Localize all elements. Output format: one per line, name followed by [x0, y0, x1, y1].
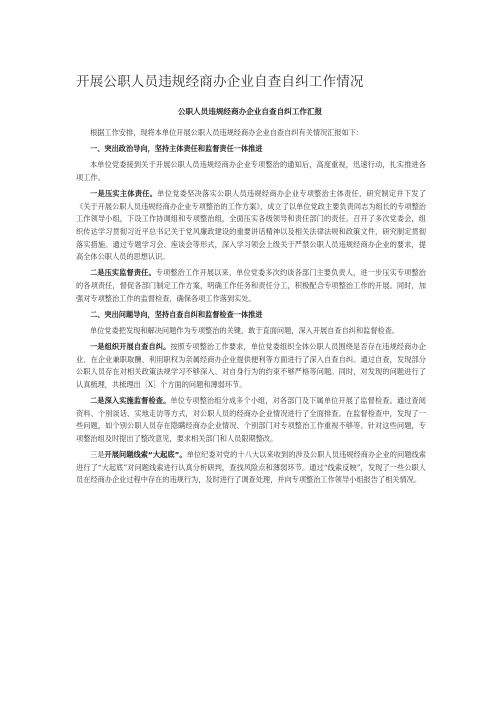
section-2-paragraph-2-lead: 一是组织开展自查自纠。	[90, 342, 171, 352]
section-2-paragraph-2-text: 按照专项整治工作要求，单位党委组织全体公职人员围绕是否存在违规经商办企业、在企业兼职取酬、利用职权为亲属经商办企业提供便利等方面进行了深入自查自纠。通过自查，发现部分公职人员存在对相关政策法规学习不够深入、对自身行为的约束不够严格等问题。同时，对发现的问题进行了认真梳理，共梳理出［X］个方面的问题和薄弱环节。	[76, 342, 426, 389]
section-2-paragraph-4	[76, 449, 426, 487]
section-1-paragraph-2	[76, 188, 426, 264]
section-1-paragraph-3-lead: 二是压实监督责任。	[90, 268, 156, 278]
section-2-paragraph-4-text: 单位纪委对党的十八大以来收到的涉及公职人员违规经商办企业的问题线索进行了“大起底”对问题线索进行认真分析研判，查找风险点和薄弱环节。通过“线索反映”，发现了一些公职人员在经商办企业过程中存在的违规行为，及时进行了调查处理，并向专项整治工作领导小组报告了相关情况。	[76, 450, 426, 485]
document-subtitle: 公职人员违规经商办企业自查自纠工作汇报	[177, 107, 323, 116]
section-1-paragraph-2-lead: 一是压实主体责任。	[90, 189, 158, 199]
section-1-paragraph-3-text: 专项整治工作开展以来，单位党委多次约谈各部门主要负责人，进一步压实专项整治的各项责任，督促各部门制定工作方案，明确工作任务和责任分工，积极配合专项整治工作的开展。同时，加强对专项整治工作的监督检查，确保各项工作落到实处。	[76, 268, 426, 303]
section-1-paragraph-3	[76, 267, 426, 305]
section-1-paragraph-2-text: 单位党委坚决落实公职人员违规经商办企业专项整治主体责任，研究制定并下发了《关于开展公职人员违规经商办企业专项整治的工作方案》，成立了以单位党政主要负责同志为组长的专项整治工作领导小组，下设工作协调组和专项整治组，全面压实各级领导和责任部门的责任。召开了多次党委会，组织传达学习贯彻习近平总书记关于党风廉政建设的重要讲话精神以及相关法律法规和政策文件，研究制定贯彻落实措施。通过专题学习会、座谈会等形式，深入学习领会上级关于严禁公职人员违规经商办企业的要求，提高全体公职人员的思想认识。	[76, 189, 426, 262]
intro-paragraph: 根据工作安排，现将本单位开展公职人员违规经商办企业自查自纠有关情况汇报如下：	[90, 128, 364, 137]
document-title: 开展公职人员违规经商办企业自查自纠工作情况	[76, 74, 364, 90]
section-2-paragraph-2	[76, 341, 426, 391]
section-2-paragraph-4-prefix: 三是	[90, 450, 105, 459]
section-1-paragraph-1: 本单位党委接到关于开展公职人员违规经商办企业专项整治的通知后，高度重视，迅速行动，扎实推进各项工作。	[76, 160, 426, 182]
section-2-paragraph-3-text: 单位专项整治组分成多个小组，对各部门及下属单位开展了监督检查。通过查阅资料、个别谈话、实地走访等方式，对公职人员的经商办企业情况进行了全面排查。在监督检查中，发现了一些问题，如个别公职人员存在隐瞒经商办企业情况、个别部门对专项整治工作重视不够等。针对这些问题，专项整治组及时提出了整改意见，要求相关部门和人员限期整改。	[76, 396, 426, 443]
section-2-paragraph-4-lead: 开展问题线索“大起底”。	[104, 450, 187, 459]
document-body	[76, 127, 426, 490]
section-2-heading: 二、突出问题导向，坚持自查自纠和监督检查一体推进	[90, 309, 263, 319]
section-1-heading: 一、突出政治导向，坚持主体责任和监督责任一体推进	[90, 144, 263, 154]
section-2-paragraph-1: 单位党委把发现和解决问题作为专项整治的关键，敢于直面问题，深入开展自查自纠和监督检查。	[90, 325, 400, 335]
section-2-paragraph-3-lead: 二是深入实施监督检查。	[90, 396, 171, 406]
section-2-paragraph-3	[76, 395, 426, 445]
